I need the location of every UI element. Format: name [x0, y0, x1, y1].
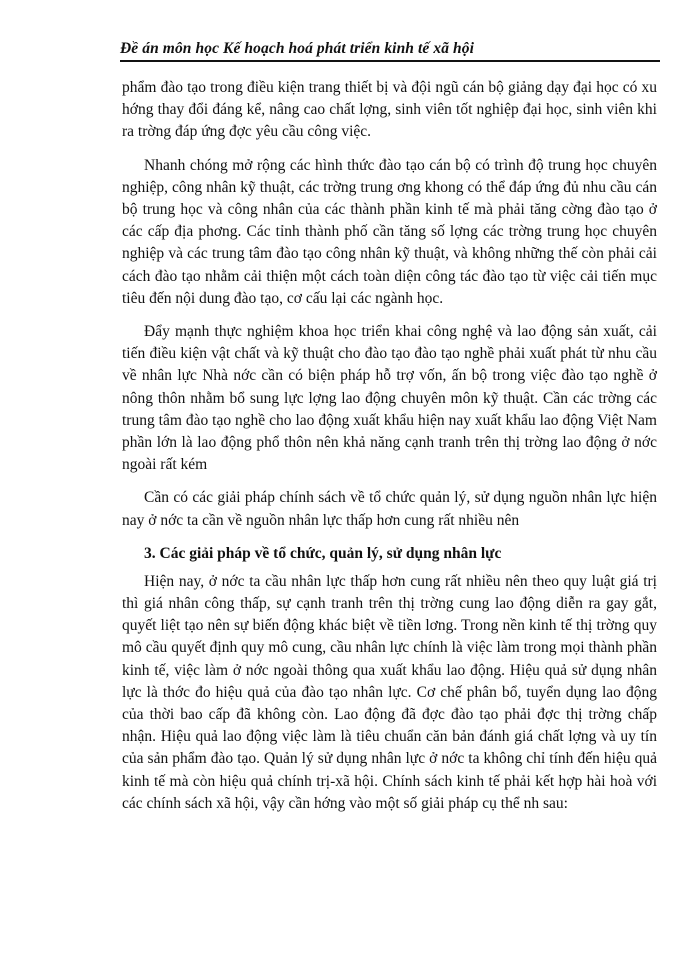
- paragraph-section-body: Hiện nay, ở nớc ta cầu nhân lực thấp hơn cung rất nhiều nên theo quy luật giá trị thì giá nhân công thấp, sự cạnh tranh trên thị trờng cung lao động diễn ra gay gắt, quyết liệt tạo nên sự biến động khác biệt về tiền lơng. Trong nền kinh tế thị trờng quy mô cầu quyết định quy mô cung, cầu nhân lực chính là việc làm trong mọi thành phần kinh tế, việc làm ở nớc ngoài thông qua xuất khẩu lao động. Hiệu quả sử dụng nhân lực là thớc đo hiệu quả của đào tạo nhân lực. Cơ chế phân bổ, tuyển dụng lao động của thời bao cấp đã không còn. Lao động đã đợc đào tạo phải đợc thị trờng chấp nhận. Hiệu quả lao động việc làm là tiêu chuẩn căn bản đánh giá chất lợng và uy tín của sản phẩm đào tạo. Quản lý sử dụng nhân lực ở nớc ta không chỉ tính đến hiệu quả kinh tế mà còn hiệu quả chính trị-xã hội. Chính sách kinh tế phải kết hợp hài hoà với các chính sách xã hội, vậy cần hớng vào một số giải pháp cụ thể nh sau:: [122, 572, 657, 812]
- paragraph-continued: phẩm đào tạo trong điều kiện trang thiết bị và đội ngũ cán bộ giảng dạy đại học có xu hớng thay đổi đáng kể, nâng cao chất lợng, sinh viên tốt nghiệp đại học, sinh viên khi ra trờng đáp ứng đợc yêu cầu công việc.: [122, 79, 657, 141]
- section-heading: 3. Các giải pháp về tổ chức, quản lý, sử dụng nhân lực: [144, 544, 502, 562]
- header-title: Đề án môn học Kế hoạch hoá phát triển kinh tế xã hội: [120, 40, 475, 57]
- page-header: [120, 40, 660, 62]
- document-body: [122, 77, 657, 826]
- paragraph-research-promotion: Đẩy mạnh thực nghiệm khoa học triển khai công nghệ và lao động sản xuất, cải tiến điều kiện vật chất và kỹ thuật cho đào tạo đào tạo nghề phải xuất phát từ nhu cầu về nhân lực Nhà nớc cần có biện pháp hỗ trợ vốn, ấn bộ trong việc đào tạo nghề ở nông thôn nhằm bổ sung lực lợng lao động chuyên môn kỹ thuật. Cần các trờng các trung tâm đào tạo nghề cho lao động xuất khẩu hiện nay xuất khẩu lao động Việt Nam phần lớn là lao động phổ thôn nên khả năng cạnh tranh trên thị trờng lao động ở nớc ngoài rất kém: [122, 323, 657, 474]
- paragraph-training-expansion: Nhanh chóng mở rộng các hình thức đào tạo cán bộ có trình độ trung học chuyên nghiệp, công nhân kỹ thuật, các trờng trung ơng khong có thể đáp ứng đủ nhu cầu cán bộ trung học và công nhân của các thành phần kinh tế mà phải tăng cờng đào tạo ở các cấp địa phơng. Các tỉnh thành phố cần tăng số lợng các trờng trung học chuyên nghiệp và các trung tâm đào tạo công nhân kỹ thuật, và không những thế còn phải cải cách đào tạo nhằm cải thiện một cách toàn diện công tác đào tạo từ việc cải tiến mục tiêu đến nội dung đào tạo, cơ cấu lại các ngành học.: [122, 156, 657, 307]
- paragraph-policy-solutions: Cần có các giải pháp chính sách về tổ chức quản lý, sử dụng nguồn nhân lực hiện nay ở nớc ta cần về nguồn nhân lực thấp hơn cung rất nhiều nên: [122, 489, 657, 529]
- header-divider: [120, 60, 660, 62]
